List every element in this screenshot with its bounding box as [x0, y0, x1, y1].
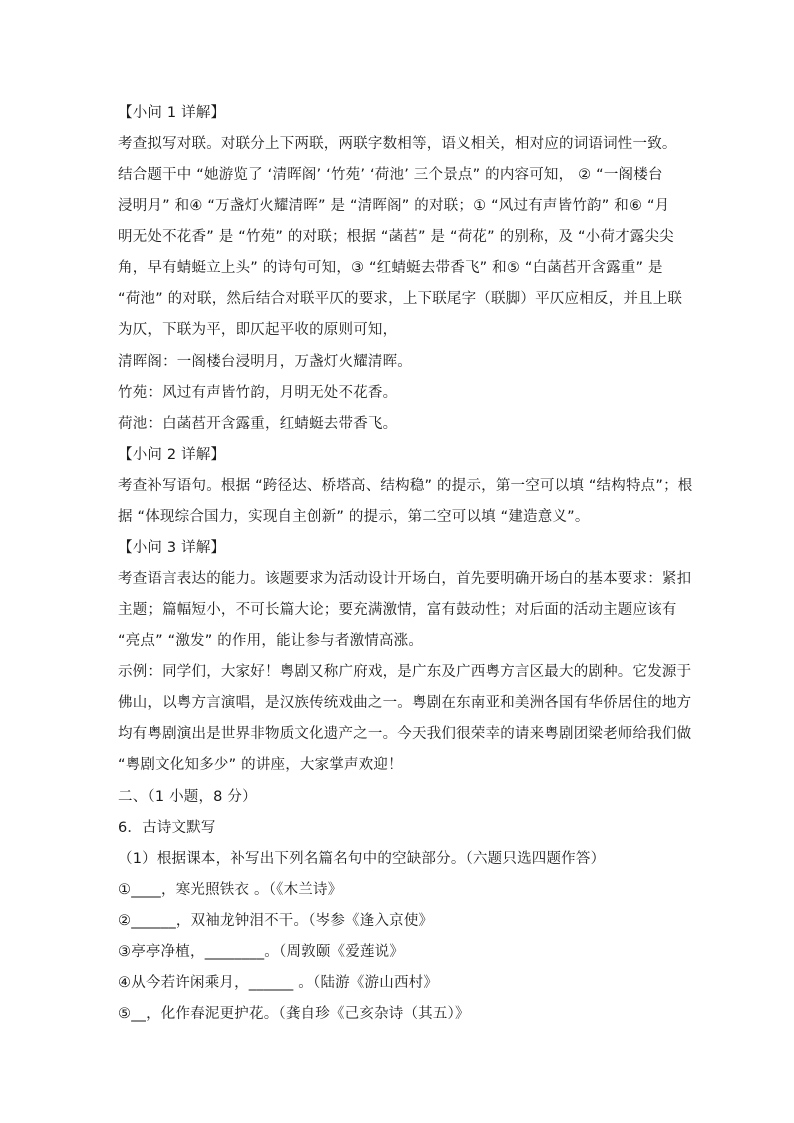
q2-heading: 【小问 2 详解】 — [118, 447, 226, 463]
fill-blank-item: ④从今若许闲乘月，______ 。（陆游《游山西村》 — [118, 975, 439, 991]
q1-heading: 【小问 1 详解】 — [118, 105, 226, 121]
q2-line: 据 “体现综合国力，实现自主创新” 的提示，第二空可以填 “建造意义”。 — [118, 509, 590, 525]
fill-blank-item: ⑤__，化作春泥更护花。（龚自珍《己亥杂诗（其五）》 — [118, 1006, 470, 1022]
q3-line: “亮点” “激发” 的作用，能让参与者激情高涨。 — [118, 633, 424, 649]
q1-line: 结合题干中 “她游览了 ‘清晖阁’ ‘竹苑’ ‘荷池’ 三个景点” 的内容可知， ② “一阁楼台 — [118, 167, 663, 183]
q3-heading: 【小问 3 详解】 — [118, 540, 226, 556]
question-instruction: （1）根据课本，补写出下列名篇名句中的空缺部分。（六题只选四题作答） — [118, 851, 606, 867]
q1-line: 浸明月” 和④ “万盏灯火耀清晖” 是 “清晖阁” 的对联；① “风过有声皆竹韵” 和⑥ “月 — [118, 198, 670, 214]
q1-line: 明无处不花香” 是 “竹苑” 的对联；根据 “菡萏” 是 “荷花” 的别称，及 “小荷才露尖尖 — [118, 229, 674, 245]
q2-line: 考查补写语句。根据 “跨径达、桥塔高、结构稳” 的提示，第一空可以填 “结构特点”；根 — [118, 478, 693, 494]
q3-line: 考查语言表达的能力。该题要求为活动设计开场白，首先要明确开场白的基本要求：紧扣 — [118, 571, 692, 587]
q1-line: 清晖阁：一阁楼台浸明月，万盏灯火耀清晖。 — [118, 354, 412, 370]
q1-line: 考查拟写对联。对联分上下两联，两联字数相等，语义相关，相对应的词语词性一致。 — [118, 136, 677, 152]
q3-line: “粤剧文化知多少” 的讲座，大家掌声欢迎！ — [118, 757, 403, 773]
q3-line: 佛山，以粤方言演唱，是汉族传统戏曲之一。粤剧在东南亚和美洲各国有华侨居住的地方 — [118, 695, 692, 711]
fill-blank-item: ①____，寒光照铁衣 。（《木兰诗》 — [118, 882, 343, 898]
q1-line: 角，早有蜻蜓立上头” 的诗句可知，③ “红蜻蜓去带香飞” 和⑤ “白菡萏开含露重” 是 — [118, 260, 663, 276]
question-title: 6．古诗文默写 — [118, 820, 216, 836]
q3-line: 示例：同学们，大家好！粤剧又称广府戏，是广东及广西粤方言区最大的剧种。它发源于 — [118, 664, 692, 680]
fill-blank-item: ②______，双袖龙钟泪不干。（岑参《逢入京使》 — [118, 913, 434, 929]
q1-line: 荷池：白菡萏开含露重，红蜻蜓去带香飞。 — [118, 416, 398, 432]
q1-line: “荷池” 的对联，然后结合对联平仄的要求，上下联尾字（联脚）平仄应相反，并且上联 — [118, 291, 683, 307]
q3-line: 主题；篇幅短小，不可长篇大论；要充满激情，富有鼓动性；对后面的活动主题应该有 — [118, 602, 677, 618]
section-title: 二、（1 小题，8 分） — [118, 789, 257, 805]
q1-line: 竹苑：风过有声皆竹韵，月明无处不花香。 — [118, 385, 398, 401]
q1-line: 为仄，下联为平，即仄起平收的原则可知， — [118, 322, 398, 338]
fill-blank-item: ③亭亭净植，________。（周敦颐《爱莲说》 — [118, 944, 405, 960]
q3-line: 均有粤剧演出是世界非物质文化遗产之一。今天我们很荣幸的请来粤剧团梁老师给我们做 — [118, 726, 692, 742]
